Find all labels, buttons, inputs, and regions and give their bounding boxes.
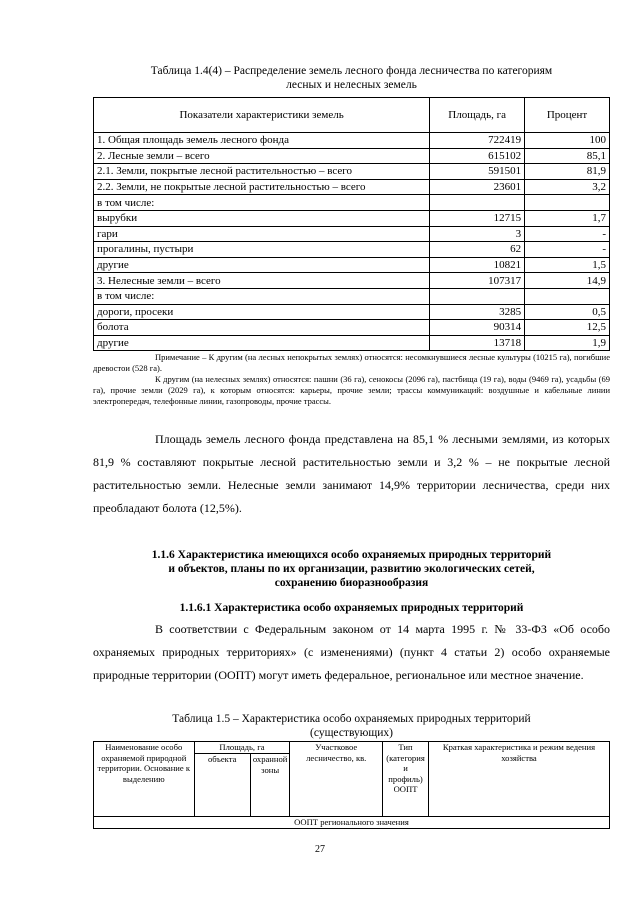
header-indicator: Показатели характеристики земель: [94, 98, 430, 133]
row-indicator-cell: вырубки: [94, 210, 430, 226]
row-indicator-cell: болота: [94, 320, 430, 336]
row-area-cell: [430, 288, 525, 304]
row-percent-cell: [525, 195, 610, 211]
section-heading: [93, 548, 610, 590]
row-indicator-cell: в том числе:: [94, 195, 430, 211]
row-area-cell: 3: [430, 226, 525, 242]
row-indicator-cell: прогалины, пустыри: [94, 242, 430, 258]
row-area-cell: 23601: [430, 179, 525, 195]
row-percent-cell: 1,5: [525, 257, 610, 273]
table-1-5-caption-line1: Таблица 1.5 – Характеристика особо охраняемых природных территорий: [172, 713, 531, 725]
section-heading-line1: 1.1.6 Характеристика имеющихся особо охраняемых природных территорий: [151, 549, 552, 561]
row-percent-cell: 3,2: [525, 179, 610, 195]
row-indicator-cell: 2.2. Земли, не покрытые лесной растительностью – всего: [94, 179, 430, 195]
subsection-heading: 1.1.6.1 Характеристика особо охраняемых природных территорий: [179, 602, 524, 614]
row-percent-cell: 85,1: [525, 148, 610, 164]
col-area-object-header: объекта: [194, 754, 250, 817]
row-indicator-cell: другие: [94, 257, 430, 273]
col-parcel-header: Участковое лесничество, кв.: [290, 742, 383, 817]
row-area-cell: 3285: [430, 304, 525, 320]
row-area-cell: 13718: [430, 335, 525, 351]
table-1-5-header-row-1: [94, 742, 610, 754]
row-percent-cell: -: [525, 242, 610, 258]
row-percent-cell: 81,9: [525, 164, 610, 180]
table-row: [94, 257, 610, 273]
row-percent-cell: [525, 288, 610, 304]
table-row: [94, 210, 610, 226]
table-row: [94, 133, 610, 149]
row-percent-cell: 0,5: [525, 304, 610, 320]
row-indicator-cell: 3. Нелесные земли – всего: [94, 273, 430, 289]
row-percent-cell: 1,7: [525, 210, 610, 226]
row-indicator-cell: гари: [94, 226, 430, 242]
row-indicator-cell: 2. Лесные земли – всего: [94, 148, 430, 164]
page-number: 27: [315, 844, 325, 855]
row-area-cell: 10821: [430, 257, 525, 273]
row-percent-cell: 1,9: [525, 335, 610, 351]
header-percent: Процент: [525, 98, 610, 133]
table-row: [94, 335, 610, 351]
table-row: [94, 304, 610, 320]
table-row: [94, 273, 610, 289]
col-name-header: Наименование особо охраняемой природной территории. Основание к выделению: [94, 742, 195, 817]
land-distribution-table: [93, 97, 610, 351]
row-indicator-cell: дороги, просеки: [94, 304, 430, 320]
table-header-row: [94, 98, 610, 133]
row-area-cell: [430, 195, 525, 211]
row-area-cell: 107317: [430, 273, 525, 289]
note-paragraph-2: К другим (на нелесных землях) относятся: пашни (36 га), сенокосы (2096 га), пастбища (19 га), воды (9469 га), усадьбы (69 га), прочие земли (2029 га), к которым относятся: карьеры, прочие земли; трассы коммуникаций: воздушные и кабельные линии электропередач, телефонные линии, газопроводы, прочие трассы.: [93, 374, 610, 406]
row-area-cell: 722419: [430, 133, 525, 149]
table-row: [94, 164, 610, 180]
row-area-cell: 615102: [430, 148, 525, 164]
row-area-cell: 90314: [430, 320, 525, 336]
table-body: [94, 133, 610, 351]
table-1-4-caption: [93, 64, 610, 92]
table-1-5-caption: [93, 712, 610, 740]
note-paragraph-1: Примечание – К другим (на лесных непокрытых землях) относятся: несомкнувшиеся лесные культуры (10215 га), погибшие древостои (528 га).: [93, 352, 610, 373]
row-area-cell: 12715: [430, 210, 525, 226]
row-percent-cell: 100: [525, 133, 610, 149]
table-1-5-section-row: [94, 817, 610, 829]
table-row: [94, 288, 610, 304]
row-percent-cell: 14,9: [525, 273, 610, 289]
table-row: [94, 179, 610, 195]
protected-areas-table: [93, 741, 610, 829]
table-1-5-caption-line2: (существующих): [310, 727, 393, 739]
table-row: [94, 148, 610, 164]
row-indicator-cell: в том числе:: [94, 288, 430, 304]
section-heading-line3: сохранению биоразнообразия: [274, 577, 429, 589]
row-indicator-cell: 2.1. Земли, покрытые лесной растительностью – всего: [94, 164, 430, 180]
header-area: Площадь, га: [430, 98, 525, 133]
col-description-header: Краткая характеристика и режим ведения хозяйства: [428, 742, 609, 817]
table-1-4-caption-line2: лесных и нелесных земель: [286, 79, 417, 91]
row-area-cell: 591501: [430, 164, 525, 180]
col-area-group-header: Площадь, га: [194, 742, 290, 754]
body-paragraph-2: В соответствии с Федеральным законом от 14 марта 1995 г. № 33-ФЗ «Об особо охраняемых природных территориях» (с изменениями) (пункт 4 статьи 2) особо охраняемые природные территории (ООПТ) могут иметь федеральное, региональное или местное значение.: [93, 622, 610, 682]
col-area-zone-header: охранной зоны: [250, 754, 290, 817]
table-row: [94, 242, 610, 258]
table-row: [94, 320, 610, 336]
row-percent-cell: -: [525, 226, 610, 242]
section-heading-line2: и объектов, планы по их организации, развитию экологических сетей,: [168, 563, 535, 575]
row-indicator-cell: другие: [94, 335, 430, 351]
table-1-4-caption-line1: Таблица 1.4(4) – Распределение земель лесного фонда лесничества по категориям: [150, 65, 553, 77]
row-indicator-cell: 1. Общая площадь земель лесного фонда: [94, 133, 430, 149]
row-percent-cell: 12,5: [525, 320, 610, 336]
table-row: [94, 195, 610, 211]
row-area-cell: 62: [430, 242, 525, 258]
col-type-header: Тип (категория и профиль) ООПТ: [383, 742, 429, 817]
regional-oopt-row: ООПТ регионального значения: [94, 817, 610, 829]
table-row: [94, 226, 610, 242]
table-note: [93, 352, 610, 407]
body-paragraph-1: Площадь земель лесного фонда представлена на 85,1 % лесными землями, из которых 81,9 % составляют покрытые лесной растительностью земли и 3,2 % – не покрытые лесной растительностью земли. Нелесные земли занимают 14,9% территории лесничества, среди них преобладают болота (12,5%).: [93, 432, 610, 515]
